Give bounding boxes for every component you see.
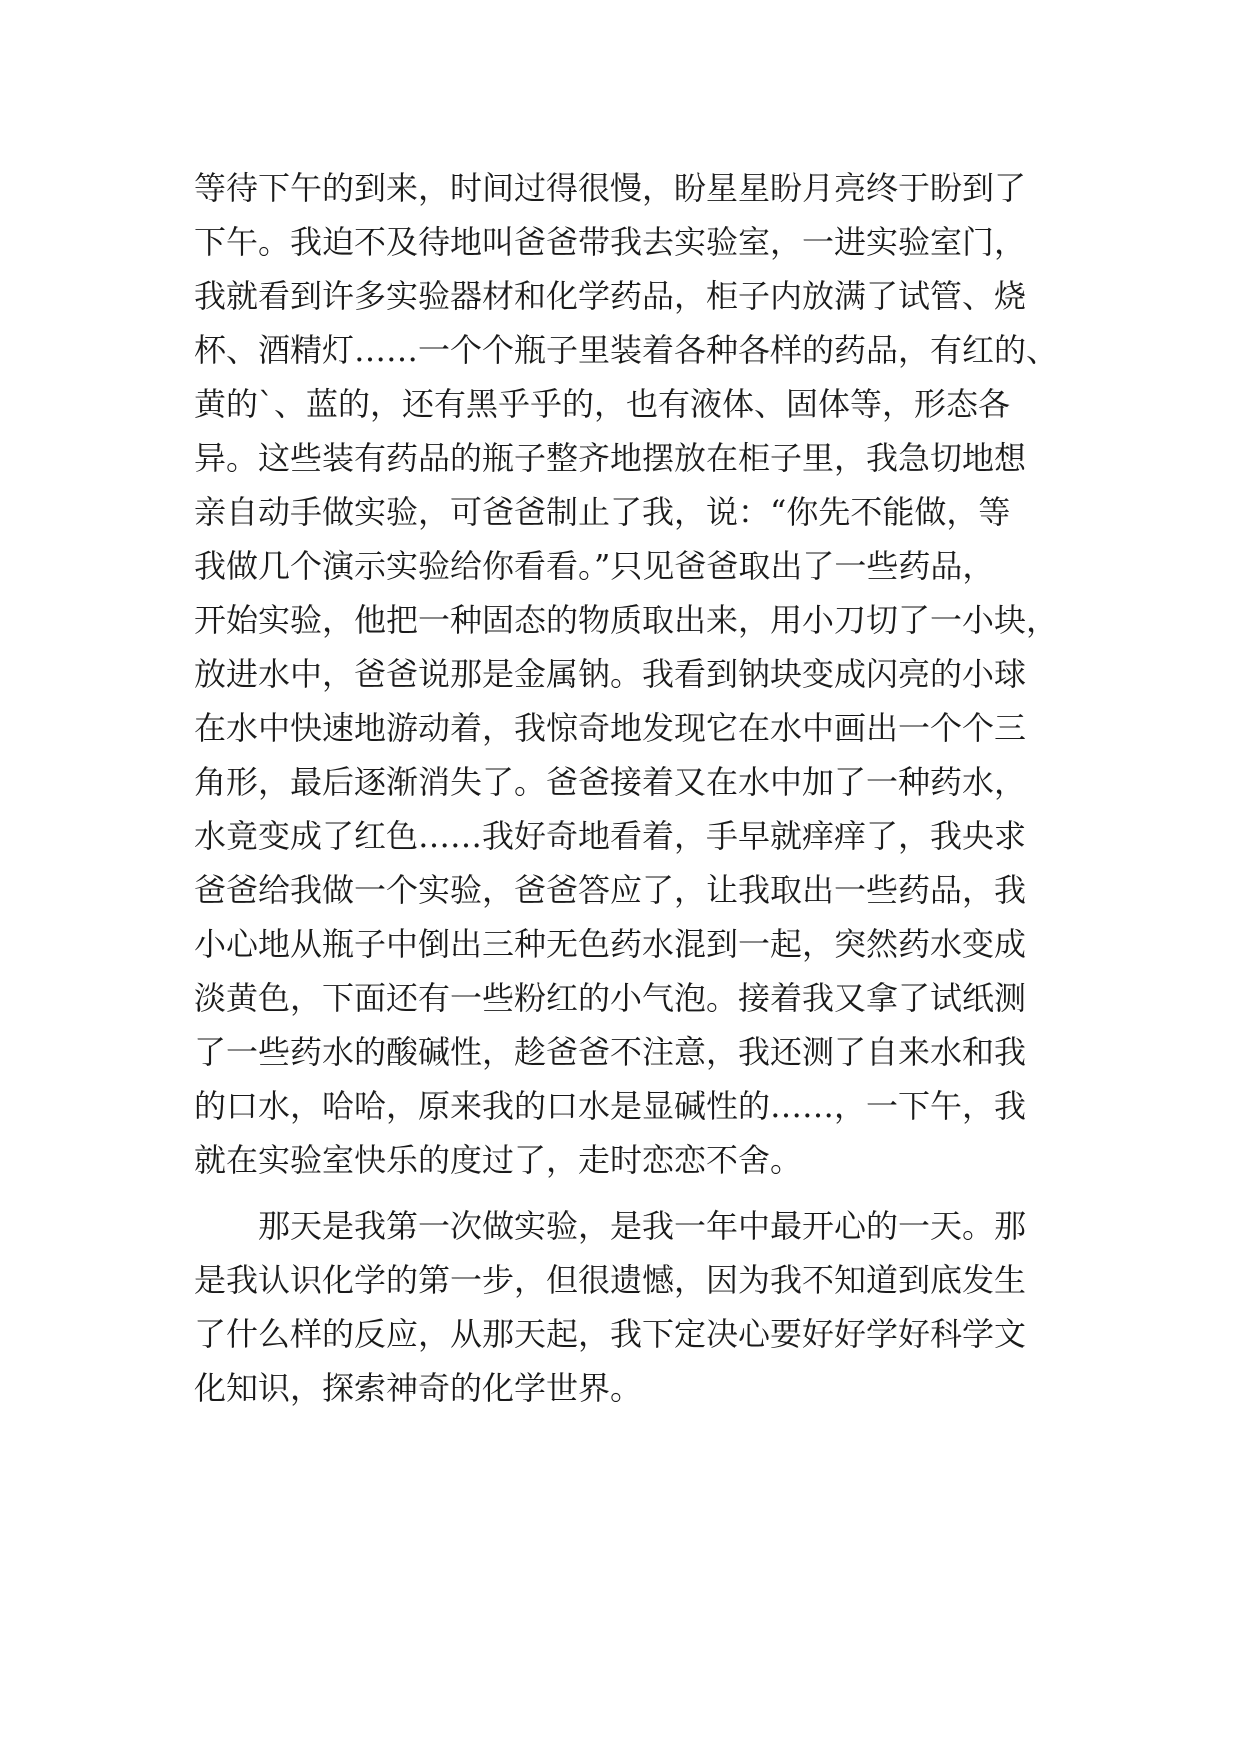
text-line-20: 那天是我第一次做实验，是我一年中最开心的一天。那 bbox=[258, 1207, 1027, 1245]
text-line-3: 我就看到许多实验器材和化学药品，柜子内放满了试管、烧 bbox=[194, 277, 1027, 315]
text-line-1: 等待下午的到来，时间过得很慢，盼星星盼月亮终于盼到了 bbox=[194, 169, 1027, 207]
text-line-5: 黄的`、蓝的，还有黑乎乎的，也有液体、固体等，形态各 bbox=[194, 385, 1011, 423]
text-line-7: 亲自动手做实验，可爸爸制止了我，说：“你先不能做，等 bbox=[194, 493, 1011, 531]
text-line-23: 化知识，探索神奇的化学世界。 bbox=[194, 1369, 643, 1407]
text-line-18: 的口水，哈哈，原来我的口水是显碱性的……，一下午，我 bbox=[194, 1087, 1027, 1125]
text-line-9: 开始实验，他把一种固态的物质取出来，用小刀切了一小块， bbox=[194, 601, 1059, 639]
text-line-6: 异。这些装有药品的瓶子整齐地摆放在柜子里，我急切地想 bbox=[194, 439, 1027, 477]
text-line-11: 在水中快速地游动着，我惊奇地发现它在水中画出一个个三 bbox=[194, 709, 1027, 747]
text-line-15: 小心地从瓶子中倒出三种无色药水混到一起，突然药水变成 bbox=[194, 925, 1027, 963]
text-line-22: 了什么样的反应，从那天起，我下定决心要好好学好科学文 bbox=[194, 1315, 1027, 1353]
text-line-4: 杯、酒精灯……一个个瓶子里装着各种各样的药品，有红的、 bbox=[194, 331, 1059, 369]
text-line-8: 我做几个演示实验给你看看。”只见爸爸取出了一些药品， bbox=[194, 547, 995, 585]
text-line-21: 是我认识化学的第一步，但很遗憾，因为我不知道到底发生 bbox=[194, 1261, 1027, 1299]
text-line-17: 了一些药水的酸碱性，趁爸爸不注意，我还测了自来水和我 bbox=[194, 1033, 1027, 1071]
text-line-10: 放进水中，爸爸说那是金属钠。我看到钠块变成闪亮的小球 bbox=[194, 655, 1027, 693]
text-line-12: 角形，最后逐渐消失了。爸爸接着又在水中加了一种药水， bbox=[194, 763, 1027, 801]
text-line-16: 淡黄色，下面还有一些粉红的小气泡。接着我又拿了试纸测 bbox=[194, 979, 1027, 1017]
text-line-13: 水竟变成了红色……我好奇地看着，手早就痒痒了，我央求 bbox=[194, 817, 1027, 855]
text-line-2: 下午。我迫不及待地叫爸爸带我去实验室，一进实验室门， bbox=[194, 223, 1027, 261]
text-line-19: 就在实验室快乐的度过了，走时恋恋不舍。 bbox=[194, 1141, 803, 1179]
text-line-14: 爸爸给我做一个实验，爸爸答应了，让我取出一些药品，我 bbox=[194, 871, 1027, 909]
